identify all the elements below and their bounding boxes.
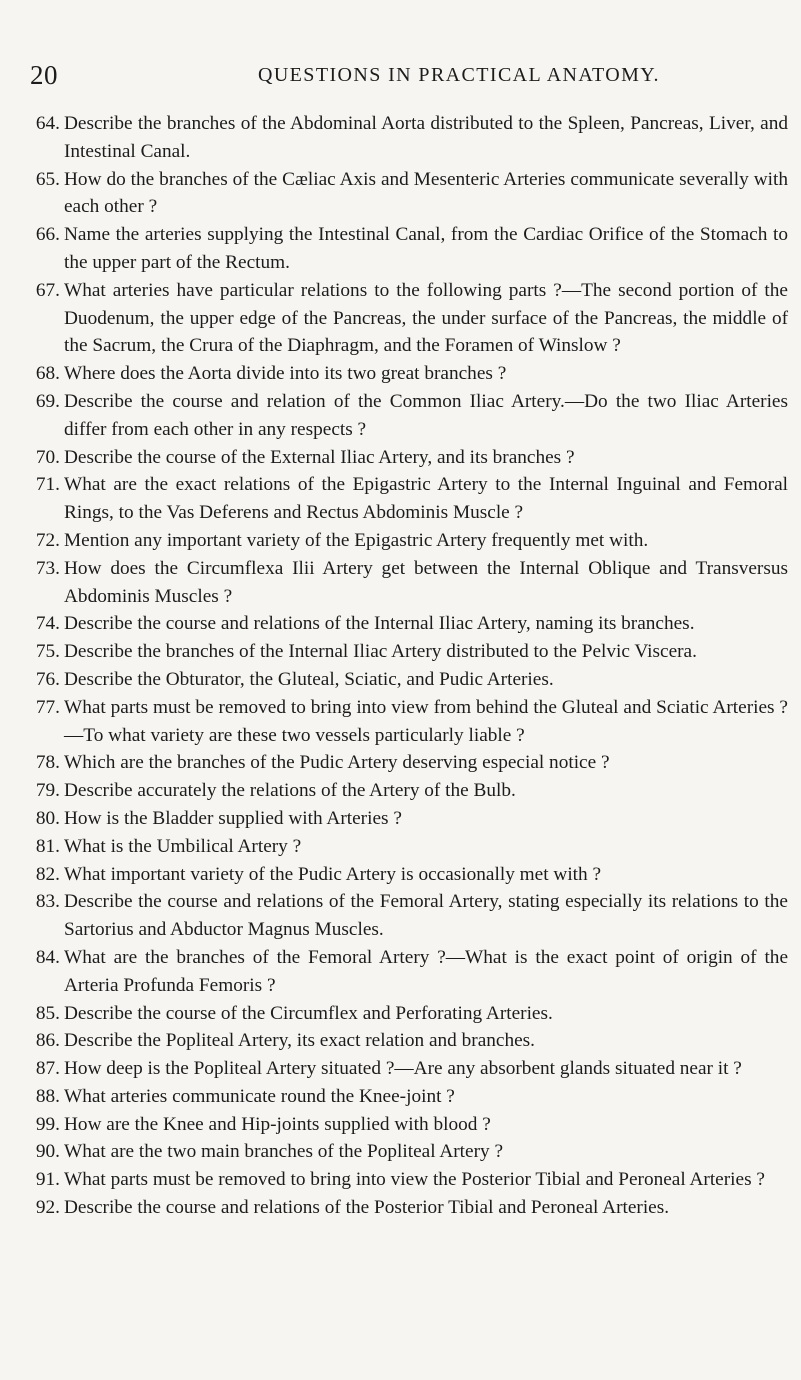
question-text: What are the two main branches of the Popliteal Artery ? xyxy=(64,1141,504,1163)
question-item xyxy=(18,388,788,444)
question-number: 80. xyxy=(35,807,60,829)
question-number: 70. xyxy=(35,446,60,468)
running-title: QUESTIONS IN PRACTICAL ANATOMY. xyxy=(258,64,660,86)
question-text: What are the exact relations of the Epigastric Artery to the Internal Inguinal and Femoral Rings, to the Vas Deferens and Rectus Abdominis Muscle ? xyxy=(64,474,788,524)
question-text: What is the Umbilical Artery ? xyxy=(64,835,302,857)
question-item xyxy=(18,277,788,360)
question-item xyxy=(18,1000,788,1028)
question-text: Describe the course and relations of the Femoral Artery, stating especially its relations to the Sartorius and Abductor Magnus Muscles. xyxy=(64,891,788,941)
question-number: 88. xyxy=(35,1085,60,1107)
question-text: Describe the course of the Circumflex and Perforating Arteries. xyxy=(64,1002,553,1024)
question-number: 92. xyxy=(35,1197,60,1219)
question-item xyxy=(18,471,788,527)
question-item xyxy=(18,527,788,555)
question-text: Describe accurately the relations of the Artery of the Bulb. xyxy=(64,780,516,802)
question-number: 73. xyxy=(35,557,60,579)
question-number: 71. xyxy=(35,474,60,496)
question-text: Describe the course and relations of the Internal Iliac Artery, naming its branches. xyxy=(64,613,695,635)
question-number: 82. xyxy=(35,863,60,885)
question-text: What parts must be removed to bring into view the Posterior Tibial and Peroneal Arteries ? xyxy=(64,1169,765,1191)
question-item xyxy=(18,888,788,944)
question-text: What parts must be removed to bring into view from behind the Gluteal and Sciatic Arteries ?—To what variety are these two vessels particularly liable ? xyxy=(64,696,788,746)
question-text: How do the branches of the Cæliac Axis and Mesenteric Arteries communicate severally with each other ? xyxy=(64,168,788,218)
question-number: 78. xyxy=(35,752,60,774)
question-item xyxy=(18,1083,788,1111)
question-text: What arteries communicate round the Knee-joint ? xyxy=(64,1085,455,1107)
question-number: 84. xyxy=(35,946,60,968)
question-item xyxy=(18,610,788,638)
question-item xyxy=(18,1111,788,1139)
question-item xyxy=(18,1166,788,1194)
question-number: 76. xyxy=(35,668,60,690)
question-list xyxy=(18,110,788,1222)
question-number: 90. xyxy=(35,1141,60,1163)
question-item xyxy=(18,944,788,1000)
question-number: 64. xyxy=(35,113,60,134)
question-number: 77. xyxy=(35,696,60,718)
question-number: 87. xyxy=(35,1058,60,1080)
question-text: How is the Bladder supplied with Arteries ? xyxy=(64,807,402,829)
question-number: 65. xyxy=(35,168,60,190)
page-number: 20 xyxy=(30,60,58,90)
question-text: What are the branches of the Femoral Artery ?—What is the exact point of origin of the Arteria Profunda Femoris ? xyxy=(64,946,788,996)
question-item xyxy=(18,638,788,666)
question-number: 86. xyxy=(35,1030,60,1052)
question-number: 91. xyxy=(35,1169,60,1191)
question-number: 99. xyxy=(35,1113,60,1135)
question-number: 67. xyxy=(35,279,60,301)
question-text: What arteries have particular relations to the following parts ?—The second portion of the Duodenum, the upper edge of the Pancreas, the under surface of the Pancreas, the middle of the Sacrum, the Crura of the Diaphragm, and the Foramen of Winslow ? xyxy=(64,279,788,357)
question-text: Describe the branches of the Internal Iliac Artery distributed to the Pelvic Viscera. xyxy=(64,641,697,663)
question-item xyxy=(18,1194,788,1222)
question-text: Describe the Popliteal Artery, its exact relation and branches. xyxy=(64,1030,535,1052)
question-number: 83. xyxy=(35,891,60,913)
question-text: Name the arteries supplying the Intestinal Canal, from the Cardiac Orifice of the Stomach to the upper part of the Rectum. xyxy=(64,224,788,273)
question-number: 66. xyxy=(35,224,60,246)
question-text: Describe the course of the External Iliac Artery, and its branches ? xyxy=(64,446,575,468)
question-text: How deep is the Popliteal Artery situated ?—Are any absorbent glands situated near it ? xyxy=(64,1058,742,1080)
question-number: 81. xyxy=(35,835,60,857)
question-item xyxy=(18,694,788,750)
question-item xyxy=(18,360,788,388)
question-text: Describe the course and relation of the Common Iliac Artery.—Do the two Iliac Arteries differ from each other in any respects ? xyxy=(64,390,788,440)
question-item xyxy=(18,221,788,277)
question-number: 79. xyxy=(35,780,60,802)
question-text: Where does the Aorta divide into its two great branches ? xyxy=(64,363,507,385)
question-item xyxy=(18,166,788,222)
question-item xyxy=(18,805,788,833)
question-text: Describe the branches of the Abdominal Aorta distributed to the Spleen, Pancreas, Liver, and Intestinal Canal. xyxy=(64,113,788,162)
question-item xyxy=(18,833,788,861)
question-item xyxy=(18,1027,788,1055)
question-number: 75. xyxy=(35,641,60,663)
question-number: 68. xyxy=(35,363,60,385)
question-text: Describe the Obturator, the Gluteal, Sciatic, and Pudic Arteries. xyxy=(64,668,554,690)
question-number: 69. xyxy=(35,390,60,412)
question-item xyxy=(18,1138,788,1166)
question-text: What important variety of the Pudic Artery is occasionally met with ? xyxy=(64,863,602,885)
question-item xyxy=(18,749,788,777)
question-text: How are the Knee and Hip-joints supplied with blood ? xyxy=(64,1113,491,1135)
question-item xyxy=(18,777,788,805)
question-number: 74. xyxy=(35,613,60,635)
question-item xyxy=(18,861,788,889)
question-text: Describe the course and relations of the Posterior Tibial and Peroneal Arteries. xyxy=(64,1197,670,1219)
question-item xyxy=(18,444,788,472)
question-text: Which are the branches of the Pudic Artery deserving especial notice ? xyxy=(64,752,610,774)
question-item xyxy=(18,1055,788,1083)
question-number: 72. xyxy=(35,529,60,551)
question-number: 85. xyxy=(35,1002,60,1024)
question-item xyxy=(18,110,788,166)
question-item xyxy=(18,666,788,694)
question-item xyxy=(18,555,788,611)
question-text: How does the Circumflexa Ilii Artery get between the Internal Oblique and Transversus Abdominis Muscles ? xyxy=(64,557,788,607)
question-text: Mention any important variety of the Epigastric Artery frequently met with. xyxy=(64,529,649,551)
